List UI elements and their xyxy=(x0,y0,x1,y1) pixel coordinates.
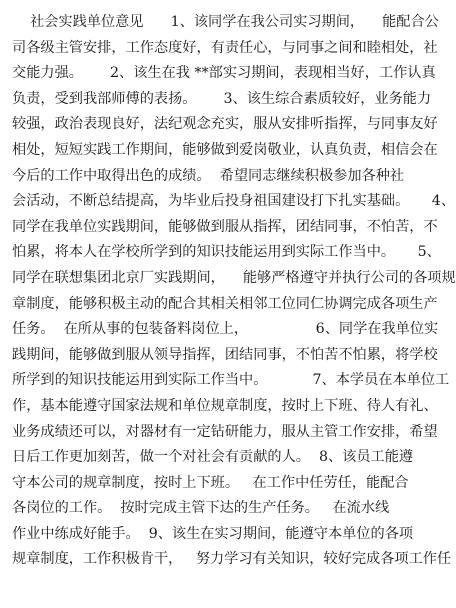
text-line: 作，基本能遵守国家法规和单位规章制度，按时上下班、待人有礼、 xyxy=(12,397,438,414)
text-line: 作业中练成好能手。 9、该生在实习期间，能遵守本单位的各项 xyxy=(12,525,414,542)
text-line: 践期间，能够做到服从领导指挥，团结同事，不怕苦不怕累，将学校 xyxy=(12,346,438,363)
text-line: 怕累，将本人在学校所学到的知识技能运用到实际工作当中。 5、 xyxy=(12,244,441,261)
text-line: 规章制度，工作积极肯干， 努力学习有关知识，较好完成各项工作任 xyxy=(12,551,452,568)
text-line: 所学到的知识技能运用到实际工作当中。 7、本学员在本单位工 xyxy=(12,372,450,389)
text-line: 交能力强。 2、该生在我 **部实习期间，表现相当好，工作认真 xyxy=(12,65,436,82)
text-line: 日后工作更加刻苦，做一个对社会有贡献的人。 8、该员工能遵 xyxy=(12,449,414,466)
text-line: 负责，受到我部师傅的表扬。 3、该生综合素质较好，业务能力 xyxy=(12,90,432,107)
text-line: 司各级主管安排，工作态度好，有责任心，与同事之间和睦相处，社 xyxy=(12,39,438,56)
text-line: 任务。 在所从事的包装备料岗位上， 6、同学在我单位实 xyxy=(12,321,439,338)
text-line: 各岗位的工作。 按时完成主管下达的生产任务。 在流水线 xyxy=(12,500,390,517)
text-line: 社会实践单位意见 1、该同学在我公司实习期间， 能配合公 xyxy=(12,14,439,30)
text-line: 同学在我单位实践期间，能够做到服从指挥，团结同事，不怕苦，不 xyxy=(12,218,438,235)
text-line: 守本公司的规章制度，按时上下班。 在工作中任劳任，能配合 xyxy=(12,474,409,491)
text-line: 今后的工作中取得出色的成绩。 希望同志继续积极参加各种社 xyxy=(12,167,405,184)
text-line: 会活动，不断总结提高，为毕业后投身祖国建设打下扎实基础。 4、 xyxy=(12,193,456,210)
text-line: 较强，政治表现良好，法纪观念充实，服从安排听指挥，与同事友好 xyxy=(12,116,438,133)
text-line: 相处，短短实践工作期间，能够做到爱岗敬业，认真负责，相信会在 xyxy=(12,141,438,158)
text-line: 章制度，能够积极主动的配合其相关相邻工位同仁协调完成各项生产 xyxy=(12,295,438,312)
text-line: 同学在联想集团北京厂实践期间， 能够严格遵守并执行公司的各项规 xyxy=(12,269,456,286)
text-line: 业务成绩还可以，对器材有一定钻研能力，服从主管工作安排，希望 xyxy=(12,423,438,440)
